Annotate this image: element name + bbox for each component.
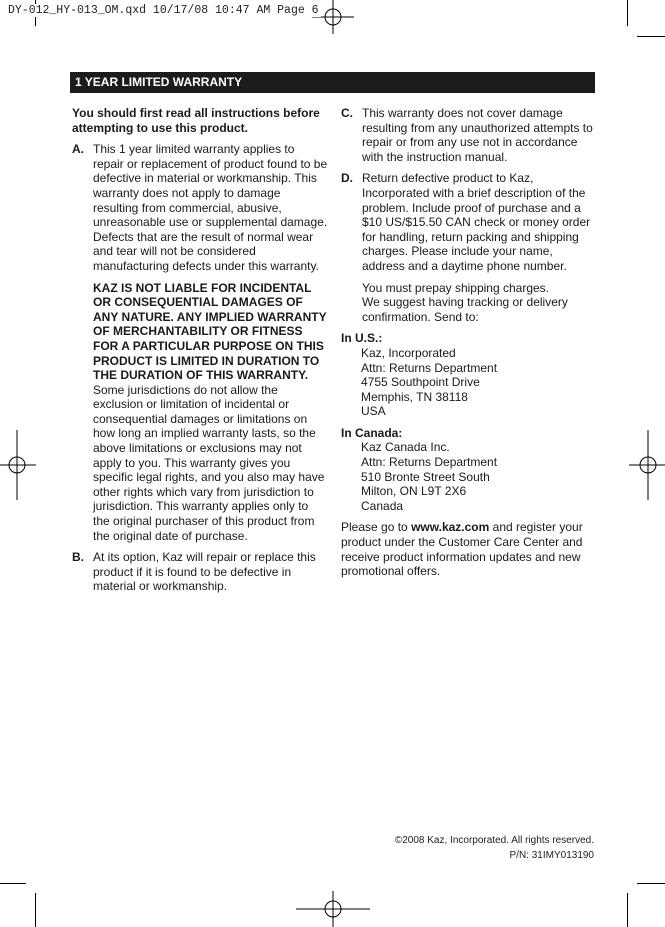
clause-d-text: Return defective product to Kaz, Incorporated with a brief description of the problem. Include proof of purchase and a $10 US/$15.50 CAN check or money order for handling, return packing and shipping charges. Please include your name, address and a daytime phone number. bbox=[362, 171, 591, 273]
clause-c-letter: C. bbox=[341, 106, 353, 120]
registration-note bbox=[341, 520, 597, 578]
clause-c-body bbox=[362, 106, 597, 164]
us-address-line: 4755 Southpoint Drive bbox=[361, 375, 480, 390]
us-address-heading: In U.S.: bbox=[341, 331, 383, 346]
right-column bbox=[341, 106, 597, 579]
crop-mark-bottom-left bbox=[35, 893, 36, 927]
clause-d-body bbox=[362, 171, 597, 324]
page-footer bbox=[395, 833, 594, 863]
clause-c-text: This warranty does not cover damage resulting from any unauthorized attempts to repair or from any use not in accordance with the instruction manual. bbox=[362, 106, 593, 164]
clause-b-letter: B. bbox=[72, 550, 84, 565]
clause-c bbox=[341, 106, 597, 164]
registration-mark-left bbox=[0, 430, 36, 500]
us-address-line: USA bbox=[361, 404, 386, 419]
canada-address-line: Milton, ON L9T 2X6 bbox=[361, 484, 467, 499]
clause-b-body bbox=[93, 550, 328, 594]
crop-mark-top-right-h bbox=[637, 36, 665, 37]
registration-mark-right bbox=[629, 430, 665, 500]
clause-a-disclaimer bbox=[93, 281, 328, 544]
clause-d bbox=[341, 171, 597, 324]
canada-address-line: Kaz Canada Inc. bbox=[361, 440, 450, 455]
clause-b bbox=[72, 550, 328, 594]
warranty-banner: 1 YEAR LIMITED WARRANTY bbox=[70, 72, 595, 93]
canada-address-line: Canada bbox=[361, 498, 404, 513]
shipping-instructions bbox=[362, 281, 597, 325]
crop-mark-bottom-right bbox=[627, 893, 628, 927]
left-column bbox=[72, 106, 328, 601]
clause-b-text: At its option, Kaz will repair or replace this product if it is found to be defective in material or workmanship. bbox=[93, 550, 316, 594]
jurisdiction-text: Some jurisdictions do not allow the exclusion or limitation of incidental or consequential damages or limitations on how long an implied warranty lasts, so the above limitations or exclusions may not apply to you. This warranty gives you specific legal rights, and you also may have other rights which vary from jurisdiction to jurisdiction. This warranty applies only to the original purchaser of this product from the original date of purchase. bbox=[93, 382, 325, 543]
kaz-website-link[interactable]: www.kaz.com bbox=[411, 520, 490, 535]
canada-address-line: Attn: Returns Department bbox=[361, 455, 498, 470]
canada-address-heading: In Canada: bbox=[341, 425, 403, 440]
crop-mark-bottom-right-h bbox=[637, 883, 665, 884]
clause-a-body bbox=[93, 142, 328, 543]
intro-statement: You should first read all instructions before attempting to use this product. bbox=[72, 106, 320, 135]
liability-disclaimer-bold: KAZ IS NOT LIABLE FOR INCIDENTAL OR CONSEQUENTIAL DAMAGES OF ANY NATURE. ANY IMPLIED WARRANTY OF MERCHANTABILITY OR FITNESS FOR A PARTICULAR PURPOSE ON THIS PRODUCT IS LIMITED IN DURATION TO THE DURATION OF THIS WARRANTY. bbox=[93, 280, 327, 383]
tracking-suggestion: We suggest having tracking or delivery confirmation. Send to: bbox=[362, 295, 568, 324]
clause-d-letter: D. bbox=[341, 171, 353, 186]
us-address-line: Memphis, TN 38118 bbox=[361, 389, 468, 404]
canada-address-line: 510 Bronte Street South bbox=[361, 469, 490, 484]
us-address bbox=[361, 346, 597, 419]
clause-a-text: This 1 year limited warranty applies to repair or replacement of product found to be defective in material or workmanship. This warranty does not apply to damage resulting from commercial, abusive, unreasonable use or supplemental damage. Defects that are the result of normal wear and tear will not be considered manufacturing defects under this warranty. bbox=[93, 142, 328, 273]
registration-post: and register your product under the Customer Care Center and receive product information updates and new promotional offers. bbox=[341, 520, 583, 579]
us-address-line: Kaz, Incorporated bbox=[361, 345, 456, 360]
registration-pre: Please go to bbox=[341, 520, 408, 535]
prepay-note: You must prepay shipping charges. bbox=[362, 280, 550, 295]
crop-mark-bottom-left-h bbox=[0, 883, 26, 884]
canada-address bbox=[361, 440, 597, 513]
part-number: P/N: 31IMY013190 bbox=[509, 850, 594, 861]
registration-mark-bottom bbox=[296, 891, 370, 927]
file-slug-line: DY-012_HY-013_OM.qxd 10/17/08 10:47 AM Page 6 bbox=[8, 4, 319, 17]
copyright-notice: ©2008 Kaz, Incorporated. All rights reserved. bbox=[394, 835, 594, 846]
clause-a-letter: A. bbox=[72, 142, 84, 157]
us-address-line: Attn: Returns Department bbox=[361, 360, 498, 375]
clause-a bbox=[72, 142, 328, 543]
crop-mark-top-right bbox=[627, 0, 628, 26]
